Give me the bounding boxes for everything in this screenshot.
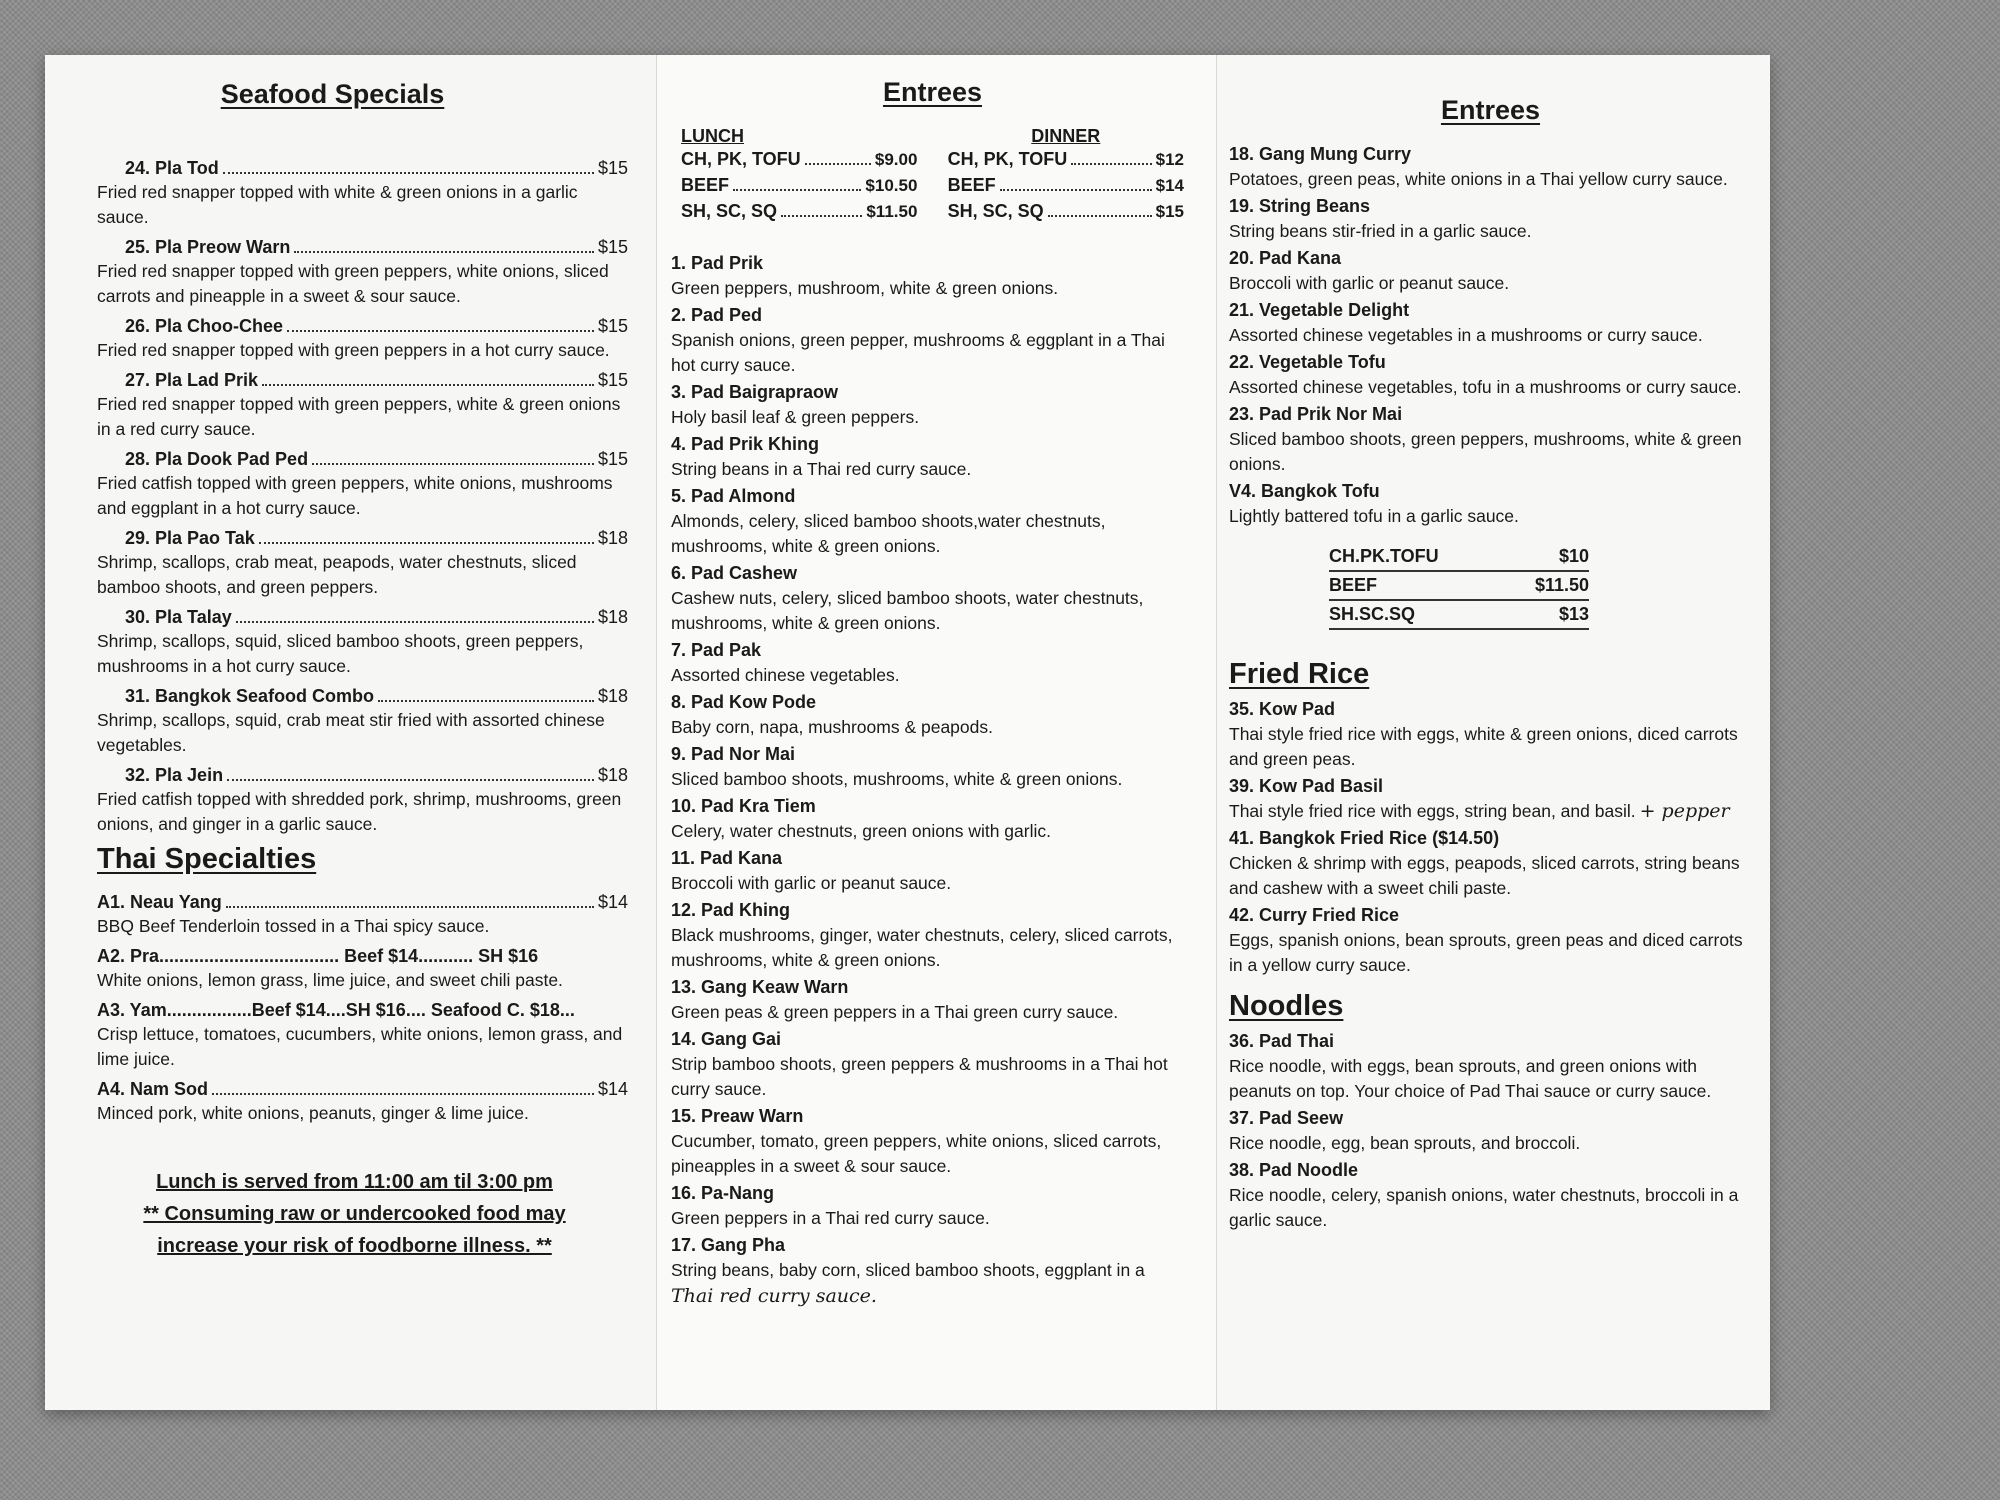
lunch-price-row [681, 147, 917, 173]
menu-item [1229, 1029, 1752, 1104]
menu-item [671, 846, 1194, 896]
item-description-text: Green peppers in a Thai red curry sauce. [671, 1208, 990, 1228]
item-description [671, 328, 1194, 378]
item-description-text: Cashew nuts, celery, sliced bamboo shoots, water chestnuts, mushrooms, white & green onions. [671, 588, 1144, 633]
item-description-text: Spanish onions, green pepper, mushrooms & eggplant in a Thai hot curry sauce. [671, 330, 1165, 375]
menu-item [1229, 903, 1752, 978]
item-description [671, 509, 1194, 559]
item-name: 31. Bangkok Seafood Combo [125, 686, 375, 706]
item-name: 19. String Beans [1229, 196, 1371, 216]
leader-dots [227, 779, 594, 781]
item-description-text: Sliced bamboo shoots, mushrooms, white & green onions. [671, 769, 1123, 789]
leader-dots [223, 172, 594, 174]
menu-item [1229, 774, 1752, 824]
item-description-text: Chicken & shrimp with eggs, peapods, sliced carrots, string beans and cashew with a sweet chili paste. [1229, 853, 1740, 898]
item-description [1229, 1054, 1752, 1104]
entrees-heading: Entrees [882, 77, 983, 107]
handwritten-note: Thai red curry sauce. [671, 1285, 877, 1307]
price-table-row [1329, 601, 1589, 630]
seafood-list [97, 156, 628, 837]
item-name: 12. Pad Khing [671, 900, 791, 920]
entree-price-table [1329, 543, 1589, 630]
menu-item [671, 1233, 1194, 1283]
item-header [97, 447, 628, 471]
item-name: 21. Vegetable Delight [1229, 300, 1410, 320]
menu-item [671, 975, 1194, 1025]
item-description [1229, 219, 1752, 244]
item-name: 8. Pad Kow Pode [671, 692, 817, 712]
leader-dots [1048, 215, 1152, 217]
item-description-text: Broccoli with garlic or peanut sauce. [1229, 273, 1510, 293]
price-category: SH, SC, SQ [947, 201, 1044, 221]
item-description-text: String beans stir-fried in a garlic sauce. [1229, 221, 1532, 241]
item-name: 3. Pad Baigrapraow [671, 382, 839, 402]
item-description: Shrimp, scallops, squid, crab meat stir fried with assorted chinese vegetables. [97, 710, 605, 755]
menu-item [671, 432, 1194, 482]
food-safety-note-1: ** Consuming raw or undercooked food may [143, 1203, 566, 1225]
item-name: 26. Pla Choo-Chee [125, 316, 284, 336]
menu-item [671, 1104, 1194, 1179]
item-name: 23. Pad Prik Nor Mai [1229, 404, 1403, 424]
entrees-heading-right: Entrees [1440, 95, 1541, 125]
seafood-specials-heading: Seafood Specials [220, 79, 445, 109]
item-price: $18 [597, 607, 628, 627]
item-name: 9. Pad Nor Mai [671, 744, 796, 764]
item-name: 24. Pla Tod [125, 158, 219, 178]
menu-item [1229, 1158, 1752, 1233]
menu-item [1229, 1106, 1752, 1156]
price-category: BEEF [1329, 575, 1378, 595]
item-price: $15 [597, 158, 628, 178]
item-header [97, 156, 628, 180]
item-name: 20. Pad Kana [1229, 248, 1342, 268]
menu-item [671, 794, 1194, 844]
item-description: Shrimp, scallops, squid, sliced bamboo shoots, green peppers, mushrooms in a hot curry sauce. [97, 631, 584, 676]
item-line: A3. Yam.................Beef $14....SH $16.... Seafood C. $18... [97, 1000, 575, 1020]
item-description: Shrimp, scallops, crab meat, peapods, water chestnuts, sliced bamboo shoots, and green peppers. [97, 552, 577, 597]
item-name: 35. Kow Pad [1229, 699, 1336, 719]
menu-column-left [45, 55, 657, 1410]
item-description [671, 276, 1194, 301]
item-description-text: Broccoli with garlic or peanut sauce. [671, 873, 952, 893]
item-description: Fried red snapper topped with green peppers in a hot curry sauce. [97, 340, 610, 360]
item-price: $14 [597, 892, 628, 912]
item-description-text: Black mushrooms, ginger, water chestnuts, celery, sliced carrots, mushrooms, white & green onions. [671, 925, 1173, 970]
price-table-row [1329, 543, 1589, 572]
menu-item [1229, 246, 1752, 296]
item-name: 27. Pla Lad Prik [125, 370, 259, 390]
item-name: 32. Pla Jein [125, 765, 224, 785]
price-value: $15 [1155, 202, 1184, 221]
price-value: $9.00 [874, 150, 918, 169]
item-description-text: Assorted chinese vegetables. [671, 665, 900, 685]
menu-item-a1 [97, 890, 628, 939]
item-description [671, 715, 1194, 740]
menu-item [671, 742, 1194, 792]
price-value: $10.50 [865, 176, 918, 195]
leader-dots [294, 251, 594, 253]
item-description [1229, 722, 1752, 772]
fried-rice-heading: Fried Rice [1229, 658, 1370, 690]
item-name: V4. Bangkok Tofu [1229, 481, 1380, 501]
menu-item [97, 235, 628, 309]
item-description: Fried catfish topped with green peppers, white onions, mushrooms and eggplant in a hot curry sauce. [97, 473, 613, 518]
fried-rice-list [1229, 697, 1752, 978]
menu-item [671, 638, 1194, 688]
item-description-text: Rice noodle, egg, bean sprouts, and broccoli. [1229, 1133, 1581, 1153]
leader-dots [287, 330, 594, 332]
item-name: 41. Bangkok Fried Rice ($14.50) [1229, 828, 1500, 848]
menu-item [97, 763, 628, 837]
menu-item [97, 156, 628, 230]
item-description-text: Lightly battered tofu in a garlic sauce. [1229, 506, 1519, 526]
item-description-text: Rice noodle, with eggs, bean sprouts, and green onions with peanuts on top. Your choice of Pad Thai sauce or curry sauce. [1229, 1056, 1712, 1101]
footer-notes [97, 1166, 628, 1262]
menu-item [1229, 350, 1752, 400]
leader-dots [733, 189, 861, 191]
leader-dots [1000, 189, 1152, 191]
item-name: 16. Pa-Nang [671, 1183, 775, 1203]
item-name: 5. Pad Almond [671, 486, 796, 506]
price-value: $14 [1155, 176, 1184, 195]
menu-item [97, 447, 628, 521]
item-description [1229, 799, 1752, 824]
item-price: $15 [597, 449, 628, 469]
item-description [1229, 375, 1752, 400]
item-description [1229, 271, 1752, 296]
item-description-text: Green peas & green peppers in a Thai green curry sauce. [671, 1002, 1119, 1022]
menu-item [671, 561, 1194, 636]
menu-item [1229, 479, 1752, 529]
lunch-price-row [681, 173, 917, 199]
price-value: $11.50 [866, 202, 918, 221]
menu-item [1229, 194, 1752, 244]
item-header [97, 684, 628, 708]
item-description-text: Assorted chinese vegetables, tofu in a mushrooms or curry sauce. [1229, 377, 1742, 397]
item-name: 15. Preaw Warn [671, 1106, 804, 1126]
item-name: 30. Pla Talay [125, 607, 232, 627]
item-description-text: Sliced bamboo shoots, green peppers, mushrooms, white & green onions. [1229, 429, 1742, 474]
item-name: 13. Gang Keaw Warn [671, 977, 849, 997]
item-description: BBQ Beef Tenderloin tossed in a Thai spicy sauce. [97, 916, 490, 936]
price-category: SH, SC, SQ [681, 201, 778, 221]
item-description [671, 663, 1194, 688]
item-description-text: Celery, water chestnuts, green onions with garlic. [671, 821, 1051, 841]
handwritten-note: + pepper [1639, 800, 1730, 822]
dinner-prices [948, 126, 1184, 225]
menu-item-a3 [97, 998, 628, 1072]
lunch-prices [681, 126, 917, 225]
item-description [671, 457, 1194, 482]
item-description-text: Potatoes, green peas, white onions in a Thai yellow curry sauce. [1229, 169, 1728, 189]
item-header [97, 526, 628, 550]
menu-item [671, 1027, 1194, 1102]
item-name: 11. Pad Kana [671, 848, 783, 868]
leader-dots [236, 621, 594, 623]
item-name: A1. Neau Yang [97, 892, 222, 912]
item-description [1229, 427, 1752, 477]
item-description [671, 1129, 1194, 1179]
item-description [1229, 928, 1752, 978]
entrees-list-right [1229, 142, 1752, 529]
leader-dots [212, 1093, 594, 1095]
item-description-text: Holy basil leaf & green peppers. [671, 407, 920, 427]
item-description [671, 923, 1194, 973]
price-value: $13 [1558, 604, 1589, 624]
menu-item [97, 605, 628, 679]
item-description: White onions, lemon grass, lime juice, and sweet chili paste. [97, 970, 563, 990]
item-header [97, 368, 628, 392]
leader-dots [259, 542, 594, 544]
menu-item [1229, 697, 1752, 772]
price-category: CH, PK, TOFU [681, 149, 801, 169]
item-description-text: Assorted chinese vegetables in a mushrooms or curry sauce. [1229, 325, 1703, 345]
item-description-text: Rice noodle, celery, spanish onions, water chestnuts, broccoli in a garlic sauce. [1229, 1185, 1739, 1230]
lunch-hours-note: Lunch is served from 11:00 am til 3:00 pm [156, 1171, 553, 1193]
item-price: $15 [597, 237, 628, 257]
item-description [1229, 323, 1752, 348]
menu-item [1229, 142, 1752, 192]
item-name: 4. Pad Prik Khing [671, 434, 820, 454]
item-name: 25. Pla Preow Warn [125, 237, 291, 257]
item-description-text: Green peppers, mushroom, white & green onions. [671, 278, 1059, 298]
menu-item [671, 1181, 1194, 1231]
item-description: Minced pork, white onions, peanuts, ginger & lime juice. [97, 1103, 529, 1123]
noodles-list [1229, 1029, 1752, 1233]
item-name: 2. Pad Ped [671, 305, 763, 325]
item-description [671, 405, 1194, 430]
price-category: CH.PK.TOFU [1329, 546, 1439, 566]
price-table-row [1329, 572, 1589, 601]
item-description-text: String beans in a Thai red curry sauce. [671, 459, 972, 479]
menu-column-middle [657, 55, 1217, 1410]
menu-item [671, 898, 1194, 973]
item-name: 37. Pad Seew [1229, 1108, 1344, 1128]
item-name: 38. Pad Noodle [1229, 1160, 1359, 1180]
menu-item [1229, 298, 1752, 348]
item-name: 42. Curry Fried Rice [1229, 905, 1400, 925]
entree-price-grid [681, 126, 1184, 225]
price-category: CH, PK, TOFU [947, 149, 1068, 169]
item-name: 36. Pad Thai [1229, 1031, 1335, 1051]
food-safety-note-2: increase your risk of foodborne illness. ** [157, 1235, 552, 1257]
menu-item [97, 684, 628, 758]
item-name: 22. Vegetable Tofu [1229, 352, 1386, 372]
menu-item [671, 690, 1194, 740]
menu-item [97, 368, 628, 442]
item-price: $14 [597, 1079, 628, 1099]
item-header [97, 605, 628, 629]
menu-item [671, 484, 1194, 559]
menu-item [671, 380, 1194, 430]
item-description [671, 1206, 1194, 1231]
item-description [671, 871, 1194, 896]
item-name: A4. Nam Sod [97, 1079, 209, 1099]
item-description: Fried red snapper topped with white & green onions in a garlic sauce. [97, 182, 578, 227]
dinner-price-row [948, 173, 1184, 199]
item-price: $18 [597, 686, 628, 706]
item-name: 6. Pad Cashew [671, 563, 798, 583]
item-description [671, 819, 1194, 844]
item-description-text: Baby corn, napa, mushrooms & peapods. [671, 717, 993, 737]
menu-item [671, 251, 1194, 301]
item-header [97, 314, 628, 338]
lunch-label: LUNCH [681, 126, 744, 146]
price-category: SH.SC.SQ [1329, 604, 1416, 624]
menu-item [97, 314, 628, 363]
dinner-price-row [948, 199, 1184, 225]
item-description [1229, 851, 1752, 901]
item-description [671, 1052, 1194, 1102]
item-price: $18 [597, 765, 628, 785]
item-name: 7. Pad Pak [671, 640, 762, 660]
item-name: 18. Gang Mung Curry [1229, 144, 1412, 164]
item-description [1229, 1183, 1752, 1233]
item-description [671, 767, 1194, 792]
item-description-text: Eggs, spanish onions, bean sprouts, green peas and diced carrots in a yellow curry sauce. [1229, 930, 1743, 975]
item-description [671, 1258, 1194, 1283]
price-category: BEEF [947, 175, 996, 195]
item-name: 1. Pad Prik [671, 253, 764, 273]
menu-item [1229, 402, 1752, 477]
item-description: Fried red snapper topped with green peppers, white & green onions in a red curry sauce. [97, 394, 621, 439]
leader-dots [781, 215, 862, 217]
item-price: $18 [597, 528, 628, 548]
item-description-text: Thai style fried rice with eggs, string bean, and basil. [1229, 801, 1636, 821]
leader-dots [1071, 163, 1151, 165]
menu-item-a4 [97, 1077, 628, 1126]
lunch-price-row [681, 199, 917, 225]
menu-column-right [1217, 55, 1770, 1410]
item-description [1229, 504, 1752, 529]
price-value: $12 [1155, 150, 1184, 169]
dinner-label: DINNER [1031, 126, 1101, 146]
item-header [97, 763, 628, 787]
item-description [1229, 167, 1752, 192]
item-price: $15 [597, 316, 628, 336]
item-description-text: Almonds, celery, sliced bamboo shoots,water chestnuts, mushrooms, white & green onions. [671, 511, 1106, 556]
item-description [1229, 1131, 1752, 1156]
item-description-text: Strip bamboo shoots, green peppers & mushrooms in a Thai hot curry sauce. [671, 1054, 1168, 1099]
price-category: BEEF [681, 175, 730, 195]
price-value: $11.50 [1534, 575, 1589, 595]
item-name: 29. Pla Pao Tak [125, 528, 255, 548]
menu-item [671, 303, 1194, 378]
menu-item [97, 526, 628, 600]
item-name: 14. Gang Gai [671, 1029, 782, 1049]
item-description: Fried catfish topped with shredded pork, shrimp, mushrooms, green onions, and ginger in a garlic sauce. [97, 789, 622, 834]
menu-item [1229, 826, 1752, 901]
item-price: $15 [597, 370, 628, 390]
leader-dots [226, 906, 594, 908]
item-description-text: Thai style fried rice with eggs, white & green onions, diced carrots and green peas. [1229, 724, 1738, 769]
leader-dots [262, 384, 594, 386]
price-value: $10 [1558, 546, 1589, 566]
item-name: 17. Gang Pha [671, 1235, 786, 1255]
item-name: 39. Kow Pad Basil [1229, 776, 1384, 796]
menu-item-a2 [97, 944, 628, 993]
item-header [97, 235, 628, 259]
leader-dots [312, 463, 594, 465]
item-description-text: Cucumber, tomato, green peppers, white onions, sliced carrots, pineapples in a sweet & sour sauce. [671, 1131, 1162, 1176]
item-name: 28. Pla Dook Pad Ped [125, 449, 309, 469]
item-description-text: String beans, baby corn, sliced bamboo shoots, eggplant in a [671, 1260, 1145, 1280]
entrees-list [671, 251, 1194, 1283]
item-description: Crisp lettuce, tomatoes, cucumbers, white onions, lemon grass, and lime juice. [97, 1024, 623, 1069]
thai-specialties-heading: Thai Specialties [97, 843, 317, 875]
item-name: 10. Pad Kra Tiem [671, 796, 816, 816]
item-description [671, 586, 1194, 636]
item-description: Fried red snapper topped with green peppers, white onions, sliced carrots and pineapple in a sweet & sour sauce. [97, 261, 609, 306]
noodles-heading: Noodles [1229, 990, 1344, 1022]
dinner-price-row [948, 147, 1184, 173]
menu-paper [45, 55, 1770, 1410]
leader-dots [805, 163, 871, 165]
item-line: A2. Pra.................................... Beef $14........... SH $16 [97, 946, 539, 966]
item-description [671, 1000, 1194, 1025]
leader-dots [378, 700, 594, 702]
